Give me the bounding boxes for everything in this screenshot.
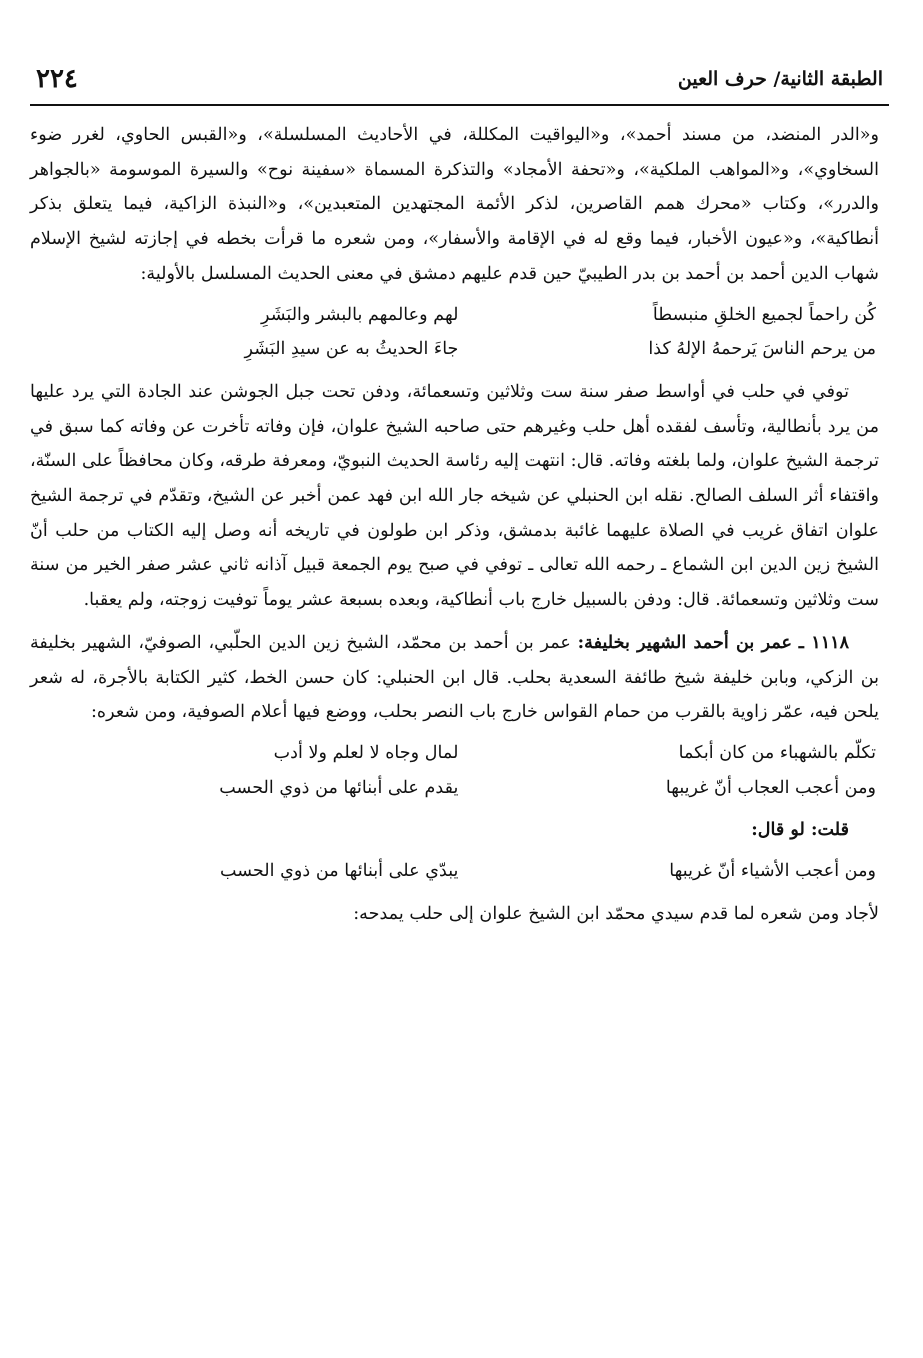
death-line: عند الجادة التي يرد عليها من يرد بأنطالية، وتأسف لفقده أهل حلب وغيرهم حتى صاحبه	[30, 381, 879, 437]
death-line: وفاته. قال: انتهت إليه رئاسة الحديث النبويّ، ومعرفة طرقه، وكان محافظاً على السنّة،	[30, 451, 651, 472]
poem-2	[30, 736, 879, 805]
poem-verse	[30, 332, 879, 367]
intro-paragraph	[30, 118, 879, 292]
death-line: وتقدّم في ترجمة الشيخ علوان اتفاق غريب في الصلاة عليهما غائبة بدمشق، وذكر ابن طولون	[30, 486, 879, 541]
verse-first-hemistich: ومن أعجب الأشياء أنّ غريبها	[669, 861, 876, 882]
poem-verse	[30, 736, 879, 771]
verse-second-hemistich: يقدم على أبنائها من ذوي الحسب	[219, 777, 459, 798]
page-body	[30, 118, 879, 931]
death-line: توفي في حلب في أواسط صفر سنة ست وثلاثين وتسعمائة، ودفن تحت جبل الجوشن	[220, 381, 849, 402]
final-line: لأجاد ومن شعره لما قدم سيدي محمّد ابن الشيخ علوان إلى حلب يمدحه:	[353, 903, 879, 924]
intro-line: فيما وقع له في الإقامة والأسفار»، ومن شعره ما قرأت بخطه في إجازته لشيخ الإسلام شهاب	[30, 229, 879, 284]
verse-first-hemistich: تكلّم بالشهباء من كان أبكما	[678, 742, 876, 763]
entry-line: الحنبلي: كان حسن الخط، كثير الكتابة بالأجرة، له شعر يلحن فيه، عمّر زاوية بالقرب من	[30, 667, 879, 723]
death-line: قال: ودفن بالسبيل خارج باب أنطاكية، وبعده بسبعة عشر يوماً توفيت زوجته، ولم يعقبا.	[83, 590, 710, 611]
intro-line: الحاوي، لغرر ضوء السخاوي»، و«المواهب الملكية»، و«تحفة الأمجاد» والتذكرة المسماة	[30, 125, 880, 180]
entry-heading: عمر بن أحمد الشهير بخليفة:	[577, 631, 792, 653]
death-line: توفي في صبح يوم الجمعة قبيل آذانه ثاني عشر صفر الخير من سنة ست وثلاثين وتسعمائة.	[30, 555, 879, 611]
intro-line: الأئمة المجتهدين المتعبدين»، و«النبذة الزاكية، فيما يتعلق بذكر أنطاكية»، و«عيون الأخبار،	[30, 194, 879, 250]
verse-second-hemistich: جاءَ الحديثُ به عن سيدِ البَشَرِ	[244, 339, 459, 360]
running-title: الطبقة الثانية/ حرف العين	[677, 68, 883, 90]
paragraph-gap	[30, 618, 879, 626]
qult-line: قلت: لو قال:	[751, 819, 849, 841]
poem-3	[30, 854, 879, 889]
verse-first-hemistich: من يرحم الناسَ يَرحمهُ الإلهُ كذا	[648, 339, 876, 360]
verse-second-hemistich: يبدّي على أبنائها من ذوي الحسب	[219, 861, 459, 882]
verse-second-hemistich: لهم وعالمهم بالبشر والبَشَرِ	[260, 304, 459, 325]
entry-line: الحلّبي، الصوفيّ، الشهير بخليفة بن الزكي، وبابن خليفة شيخ طائفة السعدية بحلب. قال ابن	[30, 632, 880, 688]
page-header	[36, 62, 883, 96]
intro-line: «سفينة نوح» والسيرة الموسومة «بالجواهر والدرر»، وكتاب «محرك همم القاصرين، لذكر	[30, 159, 880, 215]
verse-first-hemistich: ومن أعجب العجاب أنّ غريبها	[665, 777, 876, 798]
entry-line: عمر بن أحمد بن محمّد، الشيخ زين الدين	[268, 632, 571, 653]
page-number: ٢٢٤	[36, 64, 78, 94]
entry-paragraph	[30, 626, 879, 730]
death-paragraph	[30, 375, 879, 618]
intro-line: بالأولية:	[140, 263, 196, 284]
entry-line: حمام القواس خارج باب النصر بحلب، ووضع فيها أعلام الصوفية، ومن شعره:	[90, 702, 641, 723]
poem-1	[30, 298, 879, 367]
poem-verse	[30, 771, 879, 806]
poem-verse	[30, 298, 879, 333]
verse-first-hemistich: كُن راحماً لجميع الخلقِ منبسطاً	[652, 304, 876, 325]
death-line: واقتفاء أثر السلف الصالح. نقله ابن الحنبلي عن شيخه جار الله ابن فهد عمن أخبر عن الشيخ،	[206, 486, 880, 507]
death-line: في تاريخه أنه وصل إليه الكتاب من حلب أنّ الشيخ زين الدين ابن الشماع ـ رحمه الله تعالى ـ	[30, 520, 879, 576]
death-line: الشيخ علوان، فإن وفاته تأخرت عن وفاته كما سبق في ترجمة الشيخ علوان، ولما بلغته	[30, 416, 880, 472]
intro-line: و«الدر المنضد، من مسند أحمد»، و«اليواقيت المكللة، في الأحاديث المسلسلة»، و«القبس	[180, 125, 879, 145]
intro-line: الدين أحمد بن أحمد بن بدر الطيبيّ حين قدم عليهم دمشق في معنى الحديث المسلسل	[200, 263, 829, 284]
entry-number: ١١١٨ ـ	[798, 631, 850, 653]
poem-verse	[30, 854, 879, 889]
header-rule	[30, 104, 889, 106]
verse-second-hemistich: لمال وجاه لا لعلم ولا أدب	[273, 742, 459, 763]
